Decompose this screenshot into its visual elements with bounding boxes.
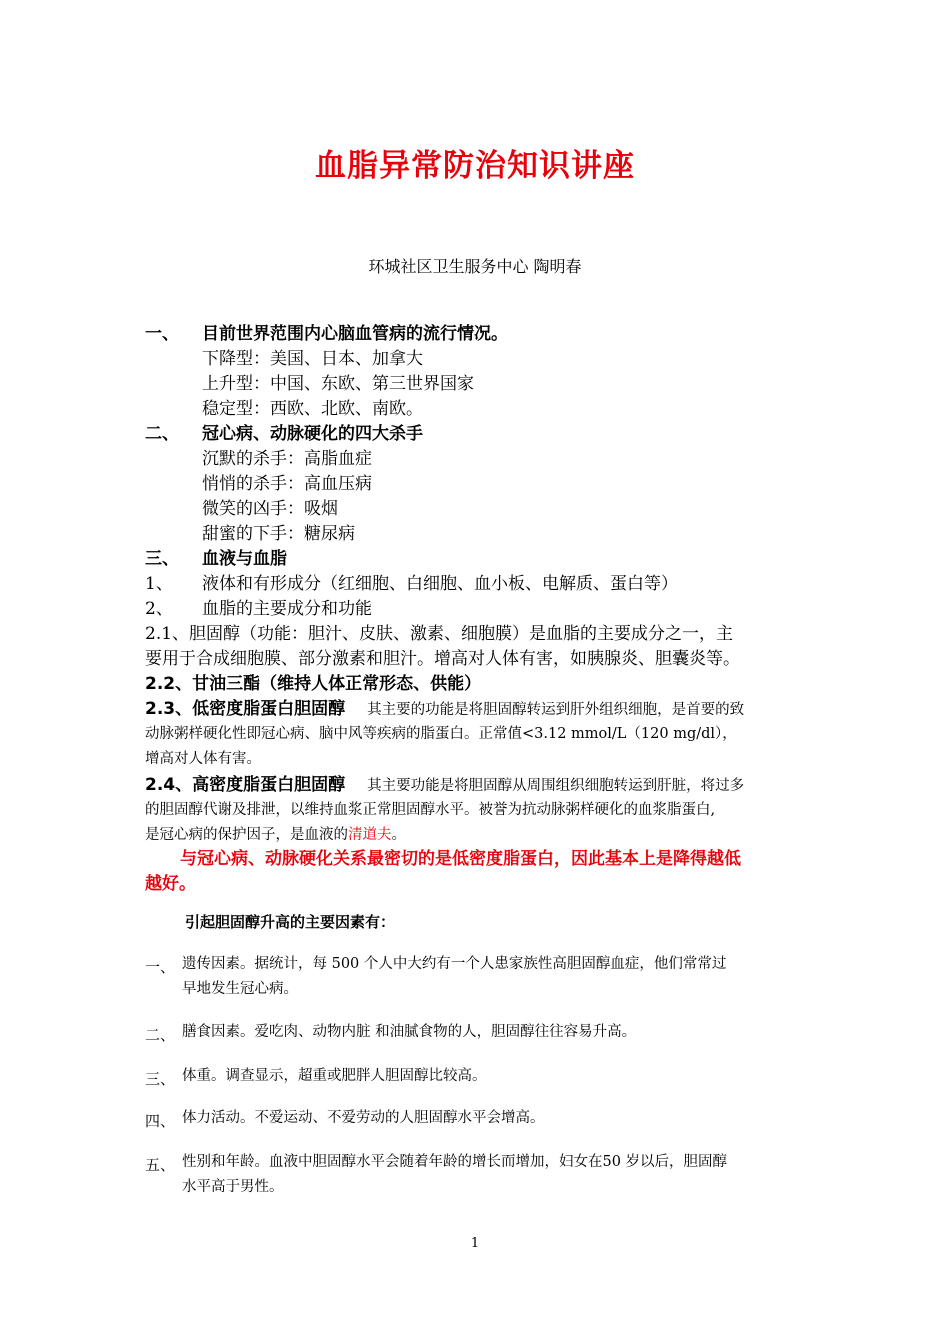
- subsection-text: 血脂的主要成分和功能: [202, 599, 372, 619]
- paragraph-line: [145, 773, 744, 799]
- factor-text: 性别和年龄。血液中胆固醇水平会随着年龄的增长而增加，妇女在50 岁以后，胆固醇: [182, 1154, 728, 1170]
- author-line: 环城社区卫生服务中心 陶明春: [368, 257, 582, 276]
- paragraph-text: 。: [391, 827, 406, 843]
- emphasis-line: 与冠心病、动脉硬化关系最密切的是低密度脂蛋白，因此基本上是降得越低: [180, 849, 741, 869]
- subsection-number: 1、: [145, 574, 173, 594]
- list-item: 上升型：中国、东欧、第三世界国家: [202, 374, 474, 394]
- list-item: 沉默的杀手：高脂血症: [202, 449, 372, 469]
- subsection-heading: 2.3、低密度脂蛋白胆固醇: [145, 699, 346, 719]
- paragraph-line: [145, 697, 744, 723]
- factor-number: 四、: [145, 1112, 176, 1130]
- factors-title: 引起胆固醇升高的主要因素有：: [185, 913, 396, 931]
- paragraph-text: 是冠心病的保护因子，是血液的: [145, 827, 348, 843]
- subsection-text: 液体和有形成分（红细胞、白细胞、血小板、电解质、蛋白等）: [202, 574, 678, 594]
- paragraph-line: 动脉粥样硬化性即冠心病、脑中风等疾病的脂蛋白。正常值<3.12 mmol/L（120 mg/dl），: [145, 726, 737, 742]
- section-number: 三、: [145, 549, 179, 569]
- section-heading: 冠心病、动脉硬化的四大杀手: [202, 424, 423, 444]
- factor-text: 水平高于男性。: [182, 1179, 284, 1195]
- paragraph-text: 其主要功能是将胆固醇从周围组织细胞转运到肝脏，将过多: [367, 778, 745, 794]
- highlighted-text: 清道夫: [348, 827, 392, 843]
- page-title: 血脂异常防治知识讲座: [315, 148, 635, 184]
- page-number: 1: [470, 1236, 480, 1251]
- paragraph-line: 增高对人体有害。: [145, 751, 261, 767]
- list-item: 下降型：美国、日本、加拿大: [202, 349, 423, 369]
- factor-number: 五、: [145, 1156, 176, 1174]
- factor-text: 遗传因素。据统计，每 500 个人中大约有一个人患家族性高胆固醇血症，他们常常过: [182, 956, 727, 972]
- emphasis-line: 越好。: [145, 874, 196, 894]
- list-item: 稳定型：西欧、北欧、南欧。: [202, 399, 423, 419]
- list-item: 微笑的凶手：吸烟: [202, 499, 338, 519]
- list-item: 悄悄的杀手：高血压病: [202, 474, 372, 494]
- subsection-number: 2、: [145, 599, 173, 619]
- paragraph-line: [145, 823, 406, 848]
- paragraph-line: 要用于合成细胞膜、部分激素和胆汁。增高对人体有害，如胰腺炎、胆囊炎等。: [145, 649, 740, 669]
- factor-text: 体力活动。不爱运动、不爱劳动的人胆固醇水平会增高。: [182, 1110, 545, 1126]
- paragraph-text: 其主要的功能是将胆固醇转运到肝外组织细胞，是首要的致: [367, 702, 745, 718]
- list-item: 甜蜜的下手：糖尿病: [202, 524, 355, 544]
- factor-number: 三、: [145, 1070, 176, 1088]
- factor-text: 早地发生冠心病。: [182, 981, 298, 997]
- section-number: 一、: [145, 324, 179, 344]
- paragraph-line: 的胆固醇代谢及排泄，以维持血浆正常胆固醇水平。被誉为抗动脉粥样硬化的血浆脂蛋白,: [145, 802, 716, 818]
- section-heading: 血液与血脂: [202, 549, 287, 569]
- paragraph-line: 2.1、胆固醇（功能：胆汁、皮肤、激素、细胞膜）是血脂的主要成分之一，主: [145, 624, 734, 644]
- factor-text: 体重。调查显示，超重或肥胖人胆固醇比较高。: [182, 1068, 487, 1084]
- factor-number: 一、: [145, 958, 176, 976]
- factor-number: 二、: [145, 1026, 176, 1044]
- subsection-heading: 2.4、高密度脂蛋白胆固醇: [145, 775, 346, 795]
- section-heading: 目前世界范围内心脑血管病的流行情况。: [202, 324, 508, 344]
- subsection-heading: 2.2、甘油三酯（维持人体正常形态、供能）: [145, 674, 482, 694]
- section-number: 二、: [145, 424, 179, 444]
- factor-text: 膳食因素。爱吃肉、动物内脏 和油腻食物的人，胆固醇往往容易升高。: [182, 1024, 637, 1040]
